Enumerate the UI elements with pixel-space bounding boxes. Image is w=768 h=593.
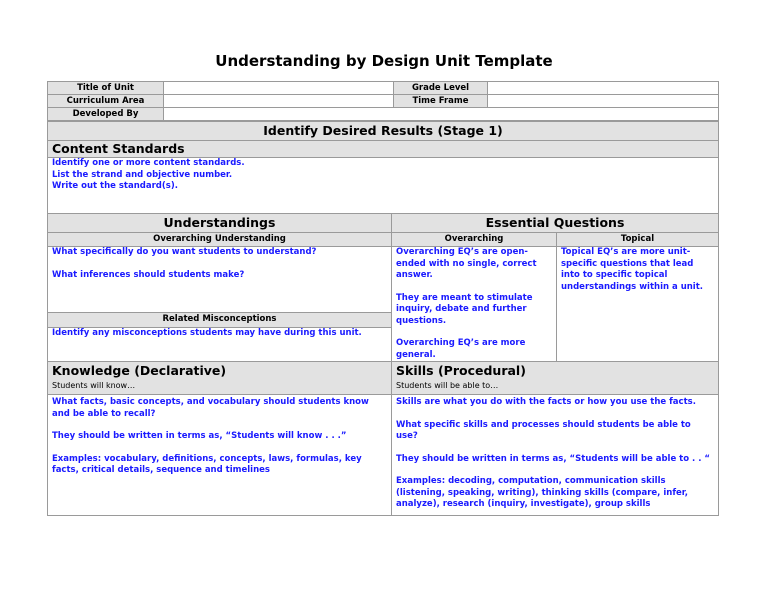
skills-subtitle: Students will be able to…	[396, 381, 499, 390]
curriculum-area-label: Curriculum Area	[48, 95, 164, 108]
document-title: Understanding by Design Unit Template	[215, 52, 553, 70]
essential-questions-title: Essential Questions	[392, 214, 719, 233]
title-of-unit-label: Title of Unit	[48, 82, 164, 95]
curriculum-area-field[interactable]	[164, 95, 394, 108]
time-frame-label: Time Frame	[394, 95, 488, 108]
knowledge-line: Examples: vocabulary, definitions, concepts, laws, formulas, key facts, critical details, sequence and timelines	[52, 453, 362, 475]
developed-by-field[interactable]	[164, 108, 719, 121]
skills-line: Skills are what you do with the facts or how you use the facts.	[396, 397, 696, 407]
grade-level-label: Grade Level	[394, 82, 488, 95]
time-frame-field[interactable]	[488, 95, 719, 108]
unit-header-table	[47, 81, 719, 121]
misconceptions-field[interactable]: Identify any misconceptions students may have during this unit.	[48, 328, 392, 362]
overarching-understanding-header: Overarching Understanding	[48, 233, 392, 247]
skills-title: Skills (Procedural)	[396, 363, 526, 378]
content-standards-field[interactable]	[48, 158, 719, 214]
eq-overarching-line: Overarching EQ’s are open-ended with no single, correct answer.	[396, 247, 537, 280]
content-standards-title: Content Standards	[48, 141, 719, 158]
stage1-table	[47, 121, 719, 516]
stage1-title: Identify Desired Results (Stage 1)	[48, 122, 719, 141]
understanding-prompt: What inferences should students make?	[52, 269, 245, 280]
understandings-title: Understandings	[48, 214, 392, 233]
understanding-prompt: What specifically do you want students to understand?	[52, 247, 317, 257]
skills-line: What specific skills and processes should students be able to use?	[396, 419, 691, 441]
overarching-understanding-field[interactable]	[48, 247, 392, 313]
developed-by-label: Developed By	[48, 108, 164, 121]
title-of-unit-field[interactable]	[164, 82, 394, 95]
skills-line: Examples: decoding, computation, communication skills (listening, speaking, writing), thinking skills (compare, infer, analyze), research (inquiry, investigate), group skills	[396, 476, 688, 509]
eq-overarching-field[interactable]	[392, 247, 557, 362]
knowledge-line: They should be written in terms as, “Students will know . . .”	[52, 431, 347, 441]
content-standards-line: Identify one or more content standards.	[52, 158, 245, 168]
eq-overarching-header: Overarching	[392, 233, 557, 247]
eq-topical-header: Topical	[557, 233, 719, 247]
skills-line: They should be written in terms as, “Students will be able to . . “	[396, 453, 710, 464]
knowledge-field[interactable]	[48, 395, 392, 516]
grade-level-field[interactable]	[488, 82, 719, 95]
knowledge-subtitle: Students will know…	[52, 381, 136, 390]
knowledge-line: What facts, basic concepts, and vocabulary should students know and be able to recall?	[52, 397, 369, 419]
knowledge-header	[48, 362, 392, 395]
related-misconceptions-header: Related Misconceptions	[48, 313, 392, 328]
eq-topical-field[interactable]: Topical EQ’s are more unit-specific questions that lead into to specific topical understandings within a unit.	[557, 247, 719, 362]
content-standards-line: Write out the standard(s).	[52, 181, 178, 191]
skills-header	[392, 362, 719, 395]
content-standards-line: List the strand and objective number.	[52, 169, 233, 180]
skills-field[interactable]	[392, 395, 719, 516]
knowledge-title: Knowledge (Declarative)	[52, 363, 227, 378]
eq-overarching-line: They are meant to stimulate inquiry, debate and further questions.	[396, 292, 533, 326]
eq-overarching-line: Overarching EQ’s are more general.	[396, 338, 526, 360]
